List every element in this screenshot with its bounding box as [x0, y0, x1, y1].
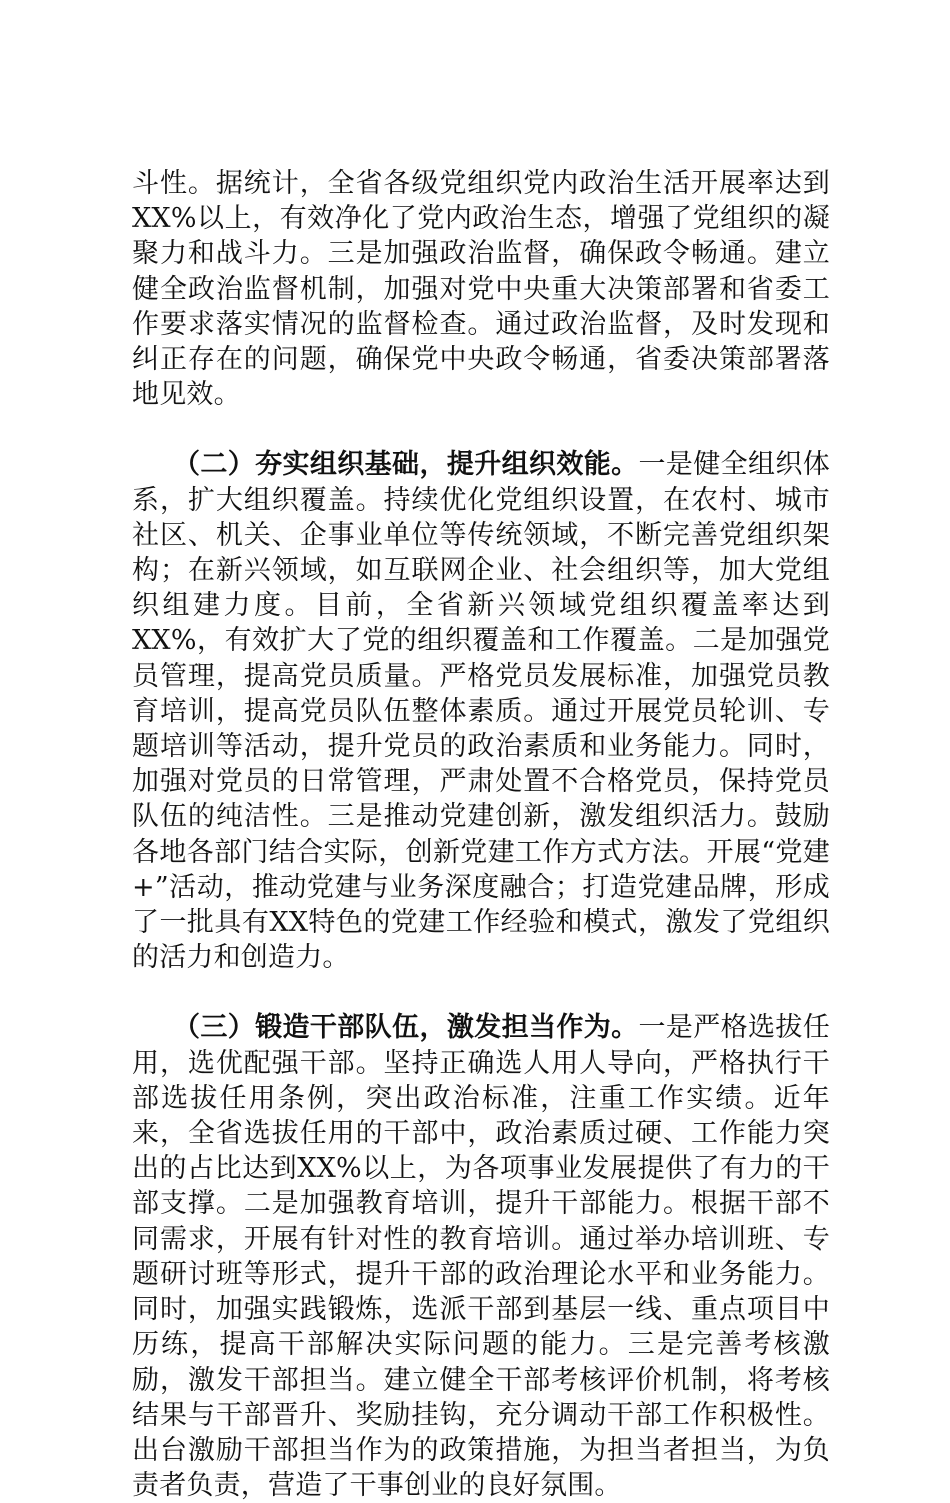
paragraph-body: 一是健全组织体系，扩大组织覆盖。持续优化党组织设置，在农村、城市社区、机关、企事业单位等传统领域，不断完善党组织架构；在新兴领域，如互联网企业、社会组织等，加大党组织组建力度。目前，全省新兴领域党组织覆盖率达到XX%，有效扩大了党的组织覆盖和工作覆盖。二是加强党员管理，提高党员质量。严格党员发展标准，加强党员教育培训，提高党员队伍整体素质。通过开展党员轮训、专题培训等活动，提升党员的政治素质和业务能力。同时，加强对党员的日常管理，严肃处置不合格党员，保持党员队伍的纯洁性。三是推动党建创新，激发组织活力。鼓励各地各部门结合实际，创新党建工作方式方法。开展“党建+”活动，推动党建与业务深度融合；打造党建品牌，形成了一批具有XX特色的党建工作经验和模式，激发了党组织的活力和创造力。: [132, 449, 830, 974]
paragraph-section-2: [132, 447, 830, 975]
document-page: [132, 166, 830, 1503]
paragraph-body: 斗性。据统计，全省各级党组织党内政治生活开展率达到XX%以上，有效净化了党内政治生态，增强了党组织的凝聚力和战斗力。三是加强政治监督，确保政令畅通。建立健全政治监督机制，加强对党中央重大决策部署和省委工作要求落实情况的监督检查。通过政治监督，及时发现和纠正存在的问题，确保党中央政令畅通，省委决策部署落地见效。: [132, 168, 830, 411]
section-heading: （三）锻造干部队伍，激发担当作为。: [173, 1012, 639, 1044]
paragraph-continuation: [132, 166, 830, 412]
section-heading: （二）夯实组织基础，提升组织效能。: [173, 449, 639, 481]
paragraph-section-3: [132, 1010, 830, 1503]
paragraph-body: 一是严格选拔任用，选优配强干部。坚持正确选人用人导向，严格执行干部选拔任用条例，突出政治标准，注重工作实绩。近年来，全省选拔任用的干部中，政治素质过硬、工作能力突出的占比达到XX%以上，为各项事业发展提供了有力的干部支撑。二是加强教育培训，提升干部能力。根据干部不同需求，开展有针对性的教育培训。通过举办培训班、专题研讨班等形式，提升干部的政治理论水平和业务能力。同时，加强实践锻炼，选派干部到基层一线、重点项目中历练，提高干部解决实际问题的能力。三是完善考核激励，激发干部担当。建立健全干部考核评价机制，将考核结果与干部晋升、奖励挂钩，充分调动干部工作积极性。出台激励干部担当作为的政策措施，为担当者担当，为负责者负责，营造了干事创业的良好氛围。: [132, 1012, 830, 1502]
